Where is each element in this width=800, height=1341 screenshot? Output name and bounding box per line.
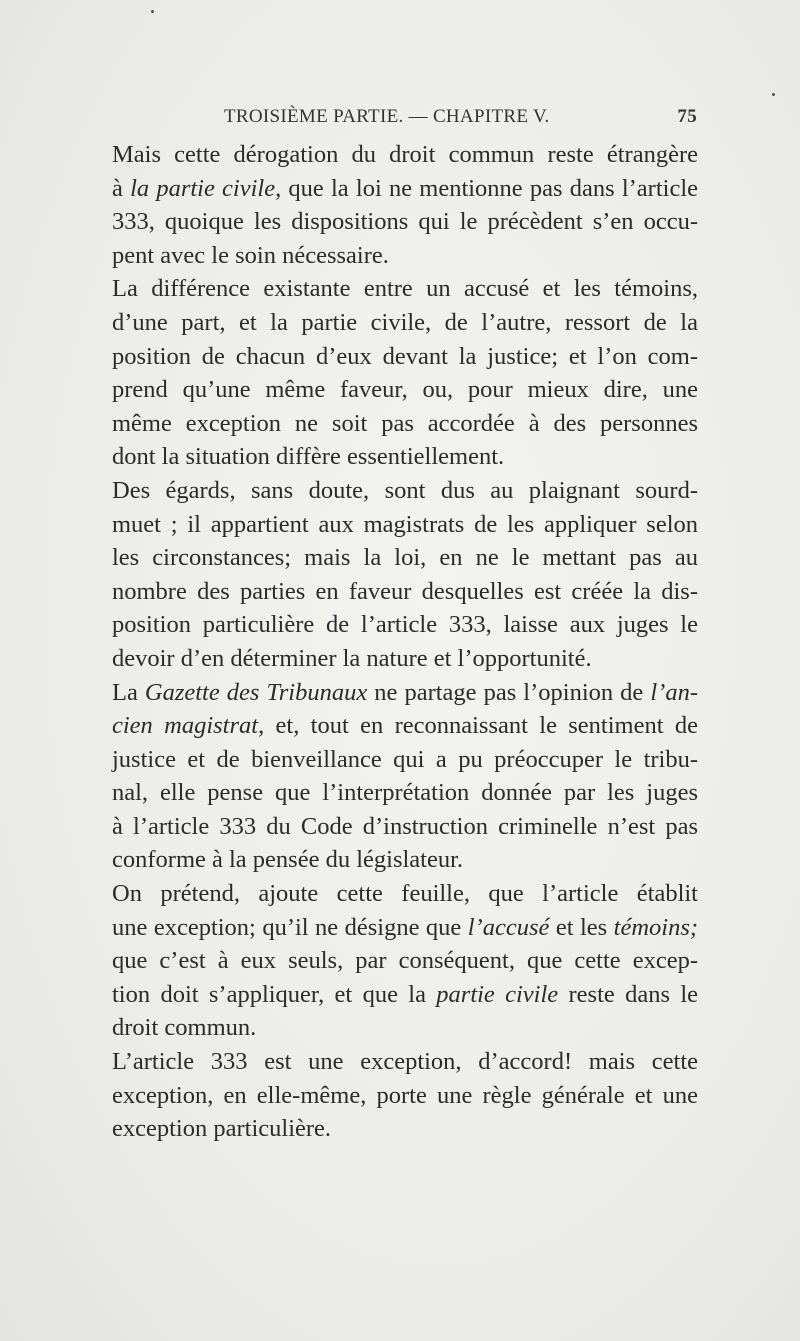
text-line: même exception ne soit pas accordée à des personnes — [112, 409, 698, 437]
text-line: La Gazette des Tribunaux ne partage pas l’opinion de l’an- — [112, 678, 698, 706]
text-line: On prétend, ajoute cette feuille, que l’article établit — [112, 880, 698, 908]
text-line: 333, quoique les dispositions qui le précèdent s’en occu- — [112, 208, 698, 236]
italic-phrase: cien magistrat — [112, 712, 259, 740]
paragraph — [112, 1045, 698, 1146]
text-line: nal, elle pense que l’interprétation donnée par les juges — [112, 779, 698, 807]
text-line: tion doit s’appliquer, et que la partie civile reste dans le — [112, 980, 699, 1008]
page-number: 75 — [677, 106, 697, 127]
text-line: les circonstances; mais la loi, en ne le mettant pas au — [112, 544, 698, 572]
text-line: à l’article 333 du Code d’instruction criminelle n’est pas — [112, 812, 698, 840]
text-line: droit commun. — [112, 1014, 257, 1042]
text-line: exception particulière. — [112, 1115, 332, 1143]
text-line: d’une part, et la partie civile, de l’autre, ressort de la — [112, 308, 698, 336]
text-line: cien magistrat, et, tout en reconnaissant le sentiment de — [112, 712, 698, 740]
text-line: Des égards, sans doute, sont dus au plaignant sourd- — [112, 476, 698, 504]
paragraph — [112, 877, 698, 1045]
italic-phrase: Gazette des Tribunaux — [144, 678, 368, 706]
paragraph — [112, 676, 698, 878]
text-line: dont la situation diffère essentiellement. — [112, 443, 505, 471]
paragraph — [112, 138, 698, 272]
italic-phrase: partie civile — [436, 980, 559, 1008]
ink-speck — [151, 10, 154, 13]
running-header — [224, 106, 697, 130]
text-line: position de chacun d’eux devant la justice; et l’on com- — [112, 342, 698, 370]
text-line: conforme à la pensée du législateur. — [112, 846, 464, 874]
italic-phrase: l’an- — [650, 678, 698, 706]
text-line: pent avec le soin nécessaire. — [112, 241, 389, 269]
text-line: position particulière de l’article 333, laisse aux juges le — [112, 611, 698, 639]
text-line: que c’est à eux seuls, par conséquent, que cette excep- — [112, 947, 698, 975]
italic-phrase: témoins; — [613, 913, 699, 941]
text-line: justice et de bienveillance qui a pu préoccuper le tribu- — [112, 745, 698, 773]
text-line: nombre des parties en faveur desquelles est créée la dis- — [112, 577, 698, 605]
body-text — [112, 138, 698, 1146]
paragraph — [112, 474, 698, 676]
ink-speck — [772, 93, 775, 96]
running-title: TROISIÈME PARTIE. — CHAPITRE V. — [224, 106, 550, 127]
paragraph — [112, 272, 698, 474]
text-line: exception, en elle-même, porte une règle générale et une — [112, 1081, 698, 1109]
text-line: à la partie civile, que la loi ne mentionne pas dans l’article — [112, 174, 699, 202]
text-line: La différence existante entre un accusé et les témoins, — [112, 275, 698, 303]
italic-phrase: la partie civile — [130, 174, 276, 202]
text-line: devoir d’en déterminer la nature et l’opportunité. — [112, 644, 592, 672]
text-line: une exception; qu’il ne désigne que l’accusé et les témoins; — [112, 913, 699, 941]
italic-phrase: l’accusé — [467, 913, 550, 941]
text-line: prend qu’une même faveur, ou, pour mieux dire, une — [112, 376, 698, 404]
text-line: Mais cette dérogation du droit commun reste étrangère — [112, 141, 698, 168]
text-line: muet ; il appartient aux magistrats de les appliquer selon — [112, 510, 698, 538]
text-line: L’article 333 est une exception, d’accord! mais cette — [112, 1048, 698, 1076]
